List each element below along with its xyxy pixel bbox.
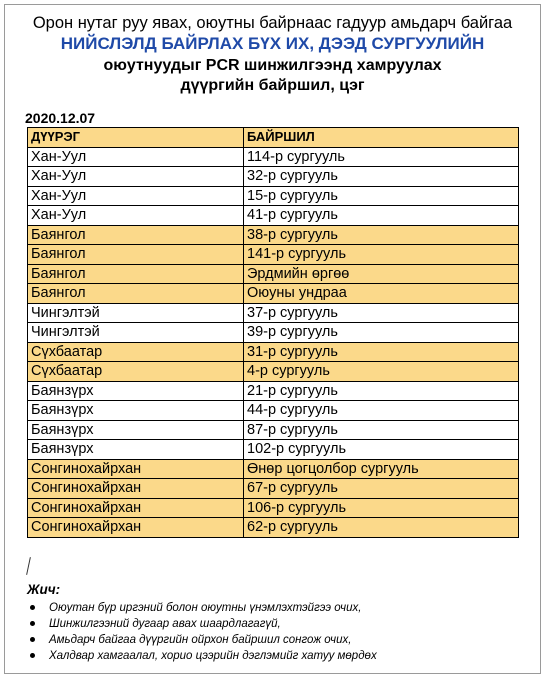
- notes-list: [27, 600, 377, 664]
- district-cell: Баянзүрх: [28, 381, 244, 401]
- note-text: Халдвар хамгаалал, хорио цээрийн дэглэмийг хатуу мөрдөх: [49, 650, 377, 662]
- location-cell: Өнөр цогцолбор сургууль: [244, 459, 519, 479]
- location-cell: 141-р сургууль: [244, 245, 519, 265]
- table-row: [28, 381, 519, 401]
- district-cell: Баянзүрх: [28, 401, 244, 421]
- location-cell: Оюуны ундраа: [244, 284, 519, 304]
- location-cell: 106-р сургууль: [244, 498, 519, 518]
- note-text: Амьдарч байгаа дүүргийн ойрхон байршил сонгож очих,: [49, 634, 352, 646]
- table-row: [28, 342, 519, 362]
- location-cell: Эрдмийн өргөө: [244, 264, 519, 284]
- district-cell: Сонгинохайрхан: [28, 479, 244, 499]
- table-row: [28, 498, 519, 518]
- table-row: [28, 362, 519, 382]
- bullet-icon: [30, 637, 35, 642]
- district-cell: Хан-Уул: [28, 167, 244, 187]
- district-cell: Сүхбаатар: [28, 342, 244, 362]
- note-item: [27, 616, 377, 632]
- document-date: 2020.12.07: [25, 110, 96, 126]
- district-cell: Хан-Уул: [28, 186, 244, 206]
- note-item: [27, 632, 377, 648]
- header-line-4: дүүргийн байршил, цэг: [180, 77, 365, 94]
- note-text: Оюутан бүр иргэний болон оюутны үнэмлэхтэйгээ очих,: [49, 602, 362, 614]
- location-cell: 38-р сургууль: [244, 225, 519, 245]
- document-page: [4, 4, 541, 674]
- location-cell: 41-р сургууль: [244, 206, 519, 226]
- table-row: [28, 440, 519, 460]
- bullet-icon: [30, 653, 35, 658]
- note-text: Шинжилгээний дугаар авах шаардлагагүй,: [49, 618, 281, 630]
- district-cell: Баянзүрх: [28, 440, 244, 460]
- column-header-location: БАЙРШИЛ: [244, 128, 519, 148]
- header-line-2: НИЙСЛЭЛД БАЙРЛАХ БҮХ ИХ, ДЭЭД СУРГУУЛИЙН: [60, 34, 485, 53]
- header-line-1: Орон нутаг руу явах, оюутны байрнаас гадуур амьдарч байгаа: [32, 14, 513, 32]
- table-row: [28, 420, 519, 440]
- location-cell: 21-р сургууль: [244, 381, 519, 401]
- district-cell: Баянзүрх: [28, 420, 244, 440]
- location-cell: 102-р сургууль: [244, 440, 519, 460]
- bullet-icon: [30, 605, 35, 610]
- table-row: [28, 323, 519, 343]
- district-cell: Хан-Уул: [28, 147, 244, 167]
- location-cell: 44-р сургууль: [244, 401, 519, 421]
- district-cell: Сонгинохайрхан: [28, 518, 244, 538]
- location-cell: 67-р сургууль: [244, 479, 519, 499]
- district-cell: Сүхбаатар: [28, 362, 244, 382]
- district-cell: Баянгол: [28, 225, 244, 245]
- note-item: [27, 648, 377, 664]
- district-cell: Чингэлтэй: [28, 323, 244, 343]
- location-cell: 39-р сургууль: [244, 323, 519, 343]
- table-row: [28, 264, 519, 284]
- header-line-3: оюутнуудыг PCR шинжилгээнд хамруулах: [103, 57, 442, 74]
- location-cell: 87-р сургууль: [244, 420, 519, 440]
- bullet-icon: [30, 621, 35, 626]
- district-cell: Хан-Уул: [28, 206, 244, 226]
- table-row: [28, 284, 519, 304]
- district-cell: Баянгол: [28, 264, 244, 284]
- district-cell: Баянгол: [28, 284, 244, 304]
- location-cell: 114-р сургууль: [244, 147, 519, 167]
- location-cell: 62-р сургууль: [244, 518, 519, 538]
- table-body: [28, 147, 519, 537]
- district-cell: Сонгинохайрхан: [28, 498, 244, 518]
- table-row: [28, 401, 519, 421]
- location-cell: 32-р сургууль: [244, 167, 519, 187]
- text-cursor-mark: [26, 557, 31, 575]
- location-cell: 37-р сургууль: [244, 303, 519, 323]
- location-cell: 4-р сургууль: [244, 362, 519, 382]
- location-cell: 31-р сургууль: [244, 342, 519, 362]
- table-row: [28, 459, 519, 479]
- district-cell: Сонгинохайрхан: [28, 459, 244, 479]
- table-header-row: [28, 128, 519, 148]
- locations-table: [27, 127, 519, 538]
- table-row: [28, 518, 519, 538]
- table-row: [28, 186, 519, 206]
- note-item: [27, 600, 377, 616]
- table-row: [28, 303, 519, 323]
- district-cell: Чингэлтэй: [28, 303, 244, 323]
- notes-title: Жич:: [27, 582, 61, 597]
- table-row: [28, 479, 519, 499]
- table-row: [28, 147, 519, 167]
- table-row: [28, 225, 519, 245]
- table-row: [28, 167, 519, 187]
- district-cell: Баянгол: [28, 245, 244, 265]
- column-header-district: ДҮҮРЭГ: [28, 128, 244, 148]
- table-row: [28, 245, 519, 265]
- location-cell: 15-р сургууль: [244, 186, 519, 206]
- table-row: [28, 206, 519, 226]
